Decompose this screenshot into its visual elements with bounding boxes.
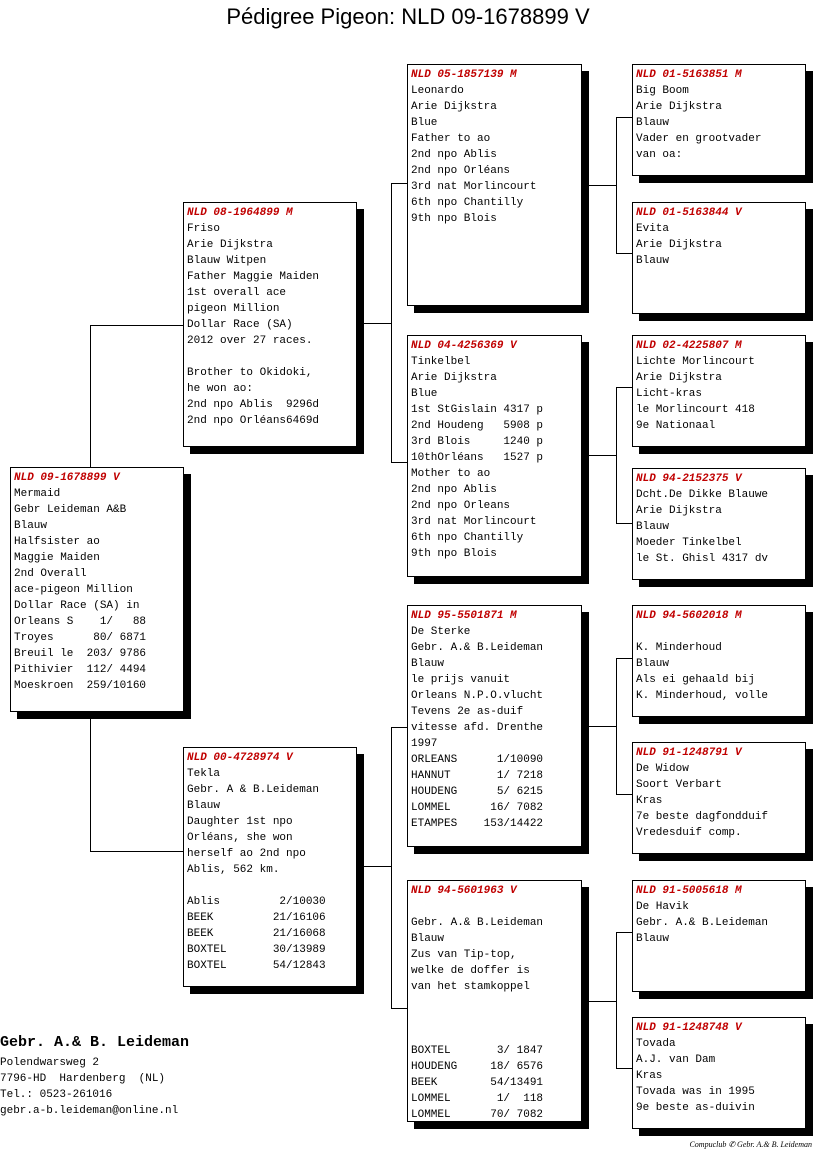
card-line xyxy=(411,1027,578,1043)
ring-number: NLD 94-2152375 V xyxy=(636,473,742,485)
connector-line xyxy=(616,932,632,933)
ring-number: NLD 94-5602018 M xyxy=(636,610,742,622)
connector-line xyxy=(616,117,617,254)
card-line: Father to ao xyxy=(411,133,491,145)
card-line: 2nd npo Orléans xyxy=(411,165,511,177)
card-line: Leonardo xyxy=(411,85,464,97)
card-line: 6th npo Chantilly xyxy=(411,197,524,209)
card-line: 9th npo Blois xyxy=(411,213,497,225)
card-line: BEEK 21/16106 xyxy=(187,912,326,924)
footer-credit: Compuclub ✆ Gebr. A.& B. Leideman xyxy=(689,1140,812,1149)
card-line: Father Maggie Maiden xyxy=(187,271,320,283)
card-line: Blue xyxy=(411,388,438,400)
card-line: welke de doffer is xyxy=(411,965,530,977)
connector-line xyxy=(616,1068,632,1069)
card-line: 6th npo Chantilly xyxy=(411,532,524,544)
ring-number: NLD 05-1857139 M xyxy=(411,69,517,81)
connector-line xyxy=(616,932,617,1069)
card-line: Licht-kras xyxy=(636,388,703,400)
card-line: Blue xyxy=(411,117,438,129)
card-line: Breuil le 203/ 9786 xyxy=(14,648,147,660)
card-line: Zus van Tip-top, xyxy=(411,949,517,961)
card-line: 3rd Blois 1240 p xyxy=(411,436,544,448)
card-line: HANNUT 1/ 7218 xyxy=(411,770,544,782)
ring-number: NLD 00-4728974 V xyxy=(187,752,293,764)
breeder-info xyxy=(0,1034,189,1119)
card-line: Tinkelbel xyxy=(411,356,471,368)
connector-line xyxy=(616,387,632,388)
card-line: 3rd nat Morlincourt xyxy=(411,516,537,528)
card-line: Arie Dijkstra xyxy=(636,239,722,251)
connector-line xyxy=(616,387,617,524)
breeder-email: gebr.a-b.leideman@online.nl xyxy=(0,1105,179,1117)
pigeon-card-dam-dam xyxy=(407,880,582,1122)
card-line: Vredesduif comp. xyxy=(636,827,742,839)
card-line: 2012 over 27 races. xyxy=(187,335,313,347)
card-line: le Morlincourt 418 xyxy=(636,404,755,416)
card-line: van oa: xyxy=(636,149,683,161)
card-line: Pithivier 112/ 4494 xyxy=(14,664,147,676)
card-line xyxy=(411,899,578,915)
ring-number: NLD 91-1248748 V xyxy=(636,1022,742,1034)
card-line: Blauw xyxy=(636,658,670,670)
card-line: Troyes 80/ 6871 xyxy=(14,632,147,644)
card-line: 1st StGislain 4317 p xyxy=(411,404,544,416)
connector-line xyxy=(357,323,392,324)
card-line: LOMMEL 16/ 7082 xyxy=(411,802,544,814)
ring-number: NLD 91-5005618 M xyxy=(636,885,742,897)
connector-line xyxy=(582,726,617,727)
card-line: Orléans, she won xyxy=(187,832,293,844)
card-line: De Widow xyxy=(636,763,689,775)
card-line: ORLEANS 1/10090 xyxy=(411,754,544,766)
connector-line xyxy=(616,117,632,118)
connector-line xyxy=(90,325,91,468)
pigeon-card-sdd xyxy=(632,468,806,580)
ring-number: NLD 08-1964899 M xyxy=(187,207,293,219)
connector-line xyxy=(90,325,184,326)
ring-number: NLD 09-1678899 V xyxy=(14,472,120,484)
card-line: Blauw xyxy=(636,933,670,945)
ring-number: NLD 01-5163851 M xyxy=(636,69,742,81)
card-line: Moeder Tinkelbel xyxy=(636,537,742,549)
card-line: Evita xyxy=(636,223,670,235)
pigeon-card-ddd xyxy=(632,1017,806,1129)
card-line: 1997 xyxy=(411,738,438,750)
card-line: van het stamkoppel xyxy=(411,981,530,993)
card-line: Arie Dijkstra xyxy=(636,505,722,517)
connector-line xyxy=(391,462,407,463)
card-line: Blauw xyxy=(187,800,221,812)
card-line: Arie Dijkstra xyxy=(636,101,722,113)
pigeon-card-dds xyxy=(632,880,806,992)
card-line: 2nd npo Ablis xyxy=(411,484,497,496)
page-title: Pédigree Pigeon: NLD 09-1678899 V xyxy=(226,4,590,29)
card-line: Orleans S 1/ 88 xyxy=(14,616,147,628)
card-line xyxy=(636,624,802,640)
card-line: herself ao 2nd npo xyxy=(187,848,306,860)
card-line: Gebr Leideman A&B xyxy=(14,504,127,516)
card-line: 1st overall ace xyxy=(187,287,287,299)
card-line: 10thOrléans 1527 p xyxy=(411,452,544,464)
card-line: Dollar Race (SA) xyxy=(187,319,293,331)
card-line: BOXTEL 54/12843 xyxy=(187,960,326,972)
card-line: LOMMEL 70/ 7082 xyxy=(411,1109,544,1121)
connector-line xyxy=(391,183,392,463)
card-line: vitesse afd. Drenthe xyxy=(411,722,544,734)
connector-line xyxy=(90,712,91,852)
card-line xyxy=(411,1011,578,1027)
card-line: De Havik xyxy=(636,901,689,913)
card-line: Vader en grootvader xyxy=(636,133,762,145)
card-line: 2nd npo Ablis xyxy=(411,149,497,161)
card-line: Arie Dijkstra xyxy=(187,239,273,251)
card-line: Mother to ao xyxy=(411,468,491,480)
pigeon-card-dam xyxy=(183,747,357,987)
card-line: Blauw xyxy=(636,521,670,533)
connector-line xyxy=(582,185,617,186)
breeder-phone: Tel.: 0523-261016 xyxy=(0,1089,113,1101)
breeder-name: Gebr. A.& B. Leideman xyxy=(0,1034,190,1051)
pigeon-card-dss xyxy=(632,605,806,717)
card-line: Blauw xyxy=(411,933,445,945)
card-line: BEEK 21/16068 xyxy=(187,928,326,940)
connector-line xyxy=(391,727,407,728)
pigeon-card-dsd xyxy=(632,742,806,854)
card-line: ace-pigeon Million xyxy=(14,584,133,596)
card-line: Blauw xyxy=(411,658,445,670)
card-line: BEEK 54/13491 xyxy=(411,1077,544,1089)
card-line: 2nd npo Orleans xyxy=(411,500,511,512)
card-line: Blauw Witpen xyxy=(187,255,267,267)
connector-line xyxy=(616,794,632,795)
card-line: Big Boom xyxy=(636,85,689,97)
card-line: Kras xyxy=(636,1070,663,1082)
card-line: Dollar Race (SA) in xyxy=(14,600,140,612)
pigeon-card-subject xyxy=(10,467,184,712)
connector-line xyxy=(90,851,184,852)
ring-number: NLD 94-5601963 V xyxy=(411,885,517,897)
card-line: 2nd npo Orléans6469d xyxy=(187,415,320,427)
card-line: le prijs vanuit xyxy=(411,674,511,686)
pigeon-card-sss xyxy=(632,64,806,176)
card-line: Arie Dijkstra xyxy=(411,101,497,113)
card-line: Blauw xyxy=(636,255,670,267)
ring-number: NLD 04-4256369 V xyxy=(411,340,517,352)
card-line: HOUDENG 5/ 6215 xyxy=(411,786,544,798)
card-line: Gebr. A & B.Leideman xyxy=(187,784,320,796)
card-line: le St. Ghisl 4317 dv xyxy=(636,553,769,565)
pigeon-card-ssd xyxy=(632,202,806,314)
card-line: 7e beste dagfondduif xyxy=(636,811,769,823)
pigeon-card-sds xyxy=(632,335,806,447)
card-line: 2nd npo Ablis 9296d xyxy=(187,399,320,411)
card-line: Brother to Okidoki, xyxy=(187,367,313,379)
card-line: BOXTEL 30/13989 xyxy=(187,944,326,956)
card-line: Maggie Maiden xyxy=(14,552,100,564)
card-line: 9e Nationaal xyxy=(636,420,716,432)
card-line: Tevens 2e as-duif xyxy=(411,706,524,718)
card-line: 2nd Overall xyxy=(14,568,87,580)
ring-number: NLD 02-4225807 M xyxy=(636,340,742,352)
connector-line xyxy=(357,866,392,867)
card-line: HOUDENG 18/ 6576 xyxy=(411,1061,544,1073)
connector-line xyxy=(616,253,632,254)
card-line: LOMMEL 1/ 118 xyxy=(411,1093,544,1105)
card-line: Arie Dijkstra xyxy=(636,372,722,384)
card-line xyxy=(411,995,578,1011)
card-line: K. Minderhoud, volle xyxy=(636,690,769,702)
pigeon-card-sire-dam xyxy=(407,335,582,577)
card-line: Gebr. A.& B.Leideman xyxy=(411,642,544,654)
card-line: Gebr. A.& B.Leideman xyxy=(411,917,544,929)
card-line: he won ao: xyxy=(187,383,254,395)
breeder-city: 7796-HD Hardenberg (NL) xyxy=(0,1073,166,1085)
card-line: A.J. van Dam xyxy=(636,1054,716,1066)
card-line: Arie Dijkstra xyxy=(411,372,497,384)
breeder-address: Polendwarsweg 2 xyxy=(0,1057,100,1069)
card-line: Friso xyxy=(187,223,221,235)
card-line: Halfsister ao xyxy=(14,536,100,548)
card-line: Lichte Morlincourt xyxy=(636,356,755,368)
card-line: 3rd nat Morlincourt xyxy=(411,181,537,193)
connector-line xyxy=(391,183,407,184)
card-line: Blauw xyxy=(14,520,48,532)
card-line: Orleans N.P.O.vlucht xyxy=(411,690,544,702)
card-line: De Sterke xyxy=(411,626,471,638)
ring-number: NLD 95-5501871 M xyxy=(411,610,517,622)
card-line: Tovada was in 1995 xyxy=(636,1086,755,1098)
card-line: Moeskroen 259/10160 xyxy=(14,680,147,692)
ring-number: NLD 01-5163844 V xyxy=(636,207,742,219)
connector-line xyxy=(391,1008,407,1009)
card-line xyxy=(187,349,353,365)
card-line: Daughter 1st npo xyxy=(187,816,293,828)
card-line: K. Minderhoud xyxy=(636,642,722,654)
card-line: BOXTEL 3/ 1847 xyxy=(411,1045,544,1057)
card-line: Gebr. A.& B.Leideman xyxy=(636,917,769,929)
card-line: 2nd Houdeng 5908 p xyxy=(411,420,544,432)
connector-line xyxy=(582,455,617,456)
card-line: Blauw xyxy=(636,117,670,129)
ring-number: NLD 91-1248791 V xyxy=(636,747,742,759)
card-line: ETAMPES 153/14422 xyxy=(411,818,544,830)
card-line: Dcht.De Dikke Blauwe xyxy=(636,489,769,501)
connector-line xyxy=(616,658,632,659)
connector-line xyxy=(616,658,617,795)
card-line: Ablis 2/10030 xyxy=(187,896,326,908)
pigeon-card-sire-sire xyxy=(407,64,582,306)
card-line: 9e beste as-duivin xyxy=(636,1102,755,1114)
card-line: Kras xyxy=(636,795,663,807)
card-line: Ablis, 562 km. xyxy=(187,864,280,876)
card-line: Mermaid xyxy=(14,488,61,500)
pigeon-card-dam-sire xyxy=(407,605,582,847)
card-line: 9th npo Blois xyxy=(411,548,497,560)
pigeon-card-sire xyxy=(183,202,357,447)
connector-line xyxy=(616,523,632,524)
card-line: pigeon Million xyxy=(187,303,280,315)
card-line: Als ei gehaald bij xyxy=(636,674,755,686)
card-line: Tekla xyxy=(187,768,221,780)
connector-line xyxy=(391,727,392,1009)
card-line: Soort Verbart xyxy=(636,779,722,791)
connector-line xyxy=(582,1001,617,1002)
card-line: Tovada xyxy=(636,1038,676,1050)
card-line xyxy=(187,878,353,894)
